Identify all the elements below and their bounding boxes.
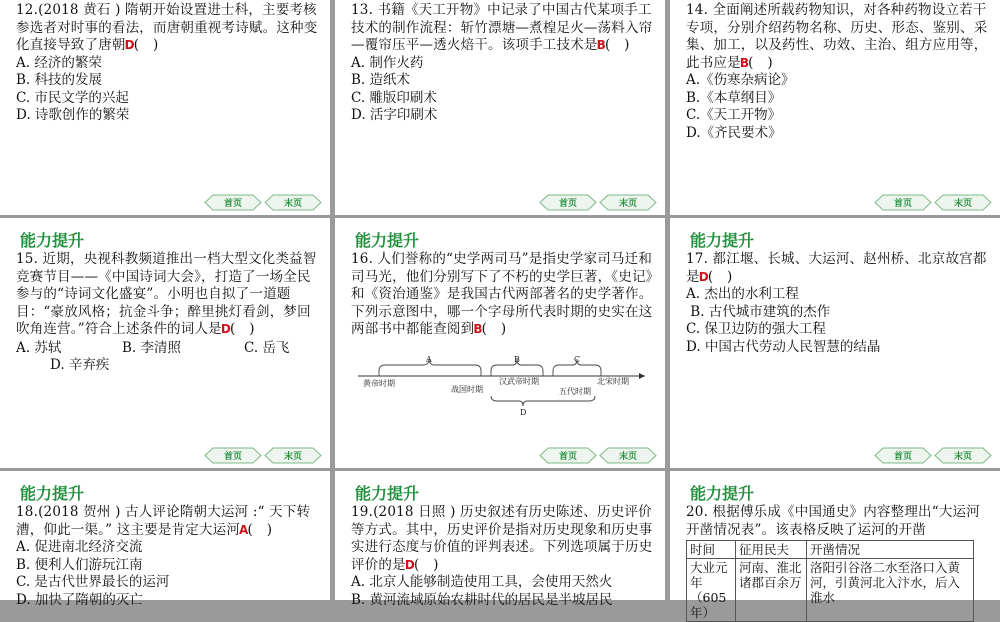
section-header: 能力提升	[355, 484, 420, 503]
period-wudai: 五代时期	[559, 387, 591, 396]
option-b: B. 黄河流域原始农耕时代的居民是半坡居民	[351, 591, 613, 608]
end-button[interactable]: 末页	[934, 194, 992, 211]
panel-q20	[670, 471, 1000, 620]
end-button[interactable]: 末页	[264, 194, 322, 211]
home-button[interactable]: 首页	[874, 447, 932, 464]
label-b: B	[514, 355, 520, 364]
option-d: D.《齐民要术》	[686, 124, 782, 141]
option-c: C. 保卫边防的强大工程	[686, 321, 826, 337]
table-header: 时间	[687, 541, 736, 559]
section-header: 能力提升	[690, 231, 755, 250]
table-row	[687, 559, 974, 622]
answer-mark: B	[473, 322, 483, 336]
canal-table	[686, 540, 974, 622]
option-a: A. 苏轼	[16, 339, 62, 356]
option-b: B. 造纸术	[351, 72, 411, 88]
slide-nav	[874, 194, 992, 211]
option-d: D. 辛弃疾	[50, 357, 110, 373]
slide-nav	[204, 194, 322, 211]
question-12: 12.(2018 黄石 ) 隋朝开始设置进士科，主要考核参选者对时事的看法，而唐朝重视考诗赋。这种变化直接导致了唐朝D( )	[16, 2, 318, 53]
end-button[interactable]: 末页	[599, 447, 657, 464]
question-17: 17. 都江堰、长城、大运河、赵州桥、北京故宫都是D( )	[686, 251, 987, 285]
panel-q13	[335, 0, 665, 215]
answer-mark: A	[239, 522, 249, 537]
timeline-diagram	[353, 351, 653, 421]
home-button[interactable]: 首页	[204, 194, 262, 211]
question-14: 14. 全面阐述所载药物知识，对各种药物设立若干专项，分别介绍药物名称、历史、形态、鉴别、采集、加工，以及药性、功效、主治、组方应用等，此书应是B( )	[686, 2, 988, 71]
slide-nav	[204, 447, 322, 464]
answer-mark: B	[596, 38, 606, 52]
panel-q15	[0, 218, 330, 468]
option-d: D. 诗歌创作的繁荣	[16, 107, 130, 123]
panel-q16	[335, 218, 665, 468]
option-a: A. 促进南北经济交流	[16, 539, 143, 555]
section-header: 能力提升	[20, 231, 85, 250]
option-a: A.《伤寒杂病论》	[686, 72, 795, 88]
panel-q12	[0, 0, 330, 215]
end-button[interactable]: 末页	[264, 447, 322, 464]
slide-nav	[874, 447, 992, 464]
option-c: C. 雕版印刷术	[351, 89, 437, 106]
option-c: C.《天工开物》	[686, 107, 782, 123]
panel-q19	[335, 471, 665, 608]
answer-mark: D	[220, 322, 232, 336]
end-button[interactable]: 末页	[934, 447, 992, 464]
table-header: 征用民夫	[736, 541, 807, 559]
answer-mark: D	[404, 557, 415, 572]
option-a: A. 北京人能够制造使用工具，会使用天然火	[351, 574, 613, 590]
panel-q18	[0, 471, 330, 608]
option-a: A. 经济的繁荣	[16, 54, 102, 71]
home-button[interactable]: 首页	[204, 447, 262, 464]
label-d: D	[520, 408, 527, 417]
period-zhanguo: 战国时期	[451, 385, 483, 394]
question-20: 20. 根据傅乐成《中国通史》内容整理出“大运河开凿情况表”。该表格反映了运河的开凿	[686, 504, 980, 538]
table-cell: 大业元年（605年）	[687, 559, 736, 622]
option-a: A. 杰出的水利工程	[686, 286, 799, 302]
section-header: 能力提升	[355, 231, 420, 250]
slide-nav	[539, 194, 657, 211]
option-b: B. 科技的发展	[16, 72, 103, 88]
option-a: A. 制作火药	[351, 54, 424, 71]
option-d: D. 中国古代劳动人民智慧的结晶	[686, 338, 881, 355]
option-c: C. 是古代世界最长的运河	[16, 574, 170, 590]
question-13: 13. 书籍《天工开物》中记录了中国古代某项手工技术的制作流程：斩竹漂塘—煮楻足火—荡料入帘—覆帘压平—透火焙干。该项手工技术是B( )	[351, 2, 653, 53]
answer-mark: B	[739, 55, 750, 70]
slide-nav	[539, 447, 657, 464]
option-b: B.《本草纲目》	[686, 89, 782, 106]
home-button[interactable]: 首页	[539, 447, 597, 464]
table-header-row	[687, 541, 974, 559]
option-c: C. 岳飞	[244, 339, 290, 356]
label-a: A	[426, 355, 432, 364]
option-b: B. 李清照	[122, 339, 182, 356]
table-cell: 河南、淮北诸郡百余万	[736, 559, 807, 622]
question-16: 16. 人们誉称的“史学两司马”是指史学家司马迁和司马光，他们分别写下了不朽的史学巨著，《史记》和《资治通鉴》是我国古代两部著名的史学著作。下列示意图中，哪一个字母所代表时期的史实在这两部书中都能查阅到B( )	[351, 251, 653, 337]
end-button[interactable]: 末页	[599, 194, 657, 211]
period-beisong: 北宋时期	[597, 377, 629, 386]
home-button[interactable]: 首页	[874, 194, 932, 211]
question-19: 19.(2018 日照 ) 历史叙述有历史陈述、历史评价等方式。其中，历史评价是指对历史现象和历史事实进行态度与价值的评判表述。下列选项属于历史评价的是D( )	[351, 504, 653, 573]
question-18: 18.(2018 贺州 ) 古人评论隋朝大运河 :“ 天下转漕，仰此一渠。” 这主要是肯定大运河A( )	[16, 504, 311, 538]
table-cell: 洛阳引谷洛二水至洛口入黄河，引黄河北入汴水，后入淮水	[807, 559, 974, 622]
option-d: D. 活字印刷术	[351, 107, 438, 123]
question-15: 15. 近期，央视科教频道推出一档大型文化类益智竞赛节目——《中国诗词大会》，打造了一场全民参与的“诗词文化盛宴”。小明也自拟了一道题目：“豪放风格；抗金斗争；醉里挑灯看剑，梦回吹角连营。”符合上述条件的词人是D( )	[16, 251, 317, 337]
section-header: 能力提升	[690, 484, 755, 503]
table-header: 开凿情况	[807, 541, 974, 559]
answer-mark: D	[698, 269, 709, 284]
section-header: 能力提升	[20, 484, 85, 503]
panel-q17	[670, 218, 1000, 468]
option-c: C. 市民文学的兴起	[16, 89, 129, 106]
home-button[interactable]: 首页	[539, 194, 597, 211]
period-huangdi: 黄帝时期	[363, 379, 395, 388]
option-d: D. 加快了隋朝的灭亡	[16, 591, 143, 608]
answer-mark: D	[124, 38, 135, 52]
option-b: B. 便利人们游玩江南	[16, 556, 143, 573]
label-c: C	[574, 355, 581, 364]
option-b: B. 古代城市建筑的杰作	[686, 303, 831, 320]
period-hanwudi: 汉武帝时期	[499, 377, 539, 386]
panel-q14	[670, 0, 1000, 215]
